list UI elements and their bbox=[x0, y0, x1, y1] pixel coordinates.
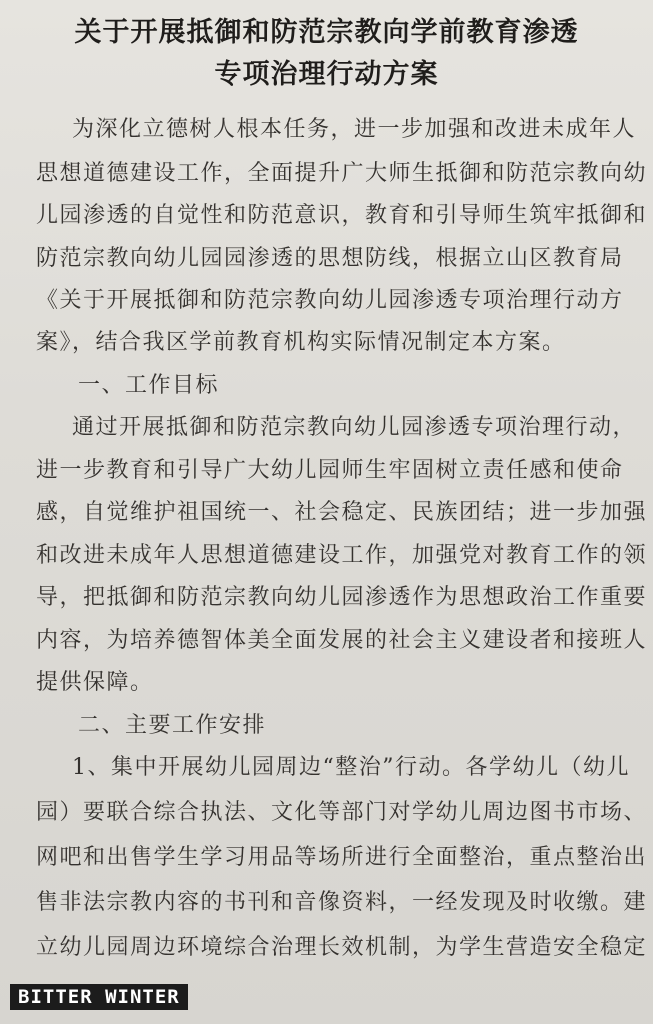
paragraph-line: 网吧和出售学生学习用品等场所进行全面整治，重点整治出 bbox=[36, 845, 648, 870]
paragraph-line: 园）要联合综合执法、文化等部门对学幼儿周边图书市场、 bbox=[36, 800, 648, 825]
paragraph-line: 1、集中开展幼儿园周边“整治”行动。各学幼儿（幼儿 bbox=[72, 755, 630, 780]
paragraph-line: 《关于开展抵御和防范宗教向幼儿园渗透专项治理行动方 bbox=[36, 288, 624, 313]
paragraph-line: 通过开展抵御和防范宗教向幼儿园渗透专项治理行动， bbox=[72, 415, 637, 440]
paragraph-line: 进一步教育和引导广大幼儿园师生牢固树立责任感和使命 bbox=[36, 458, 624, 483]
paragraph-line: 为深化立德树人根本任务，进一步加强和改进未成年人 bbox=[72, 117, 637, 142]
section-heading-goals: 一、工作目标 bbox=[78, 373, 220, 398]
document-title-line-1: 关于开展抵御和防范宗教向学前教育渗透 bbox=[74, 17, 579, 48]
paragraph-line: 案》，结合我区学前教育机构实际情况制定本方案。 bbox=[36, 330, 566, 355]
section-heading-arrangements: 二、主要工作安排 bbox=[78, 713, 267, 738]
paragraph-line: 导，把抵御和防范宗教向幼儿园渗透作为思想政治工作重要 bbox=[36, 585, 648, 610]
document-title-line-2: 专项治理行动方案 bbox=[214, 59, 439, 90]
paragraph-line: 立幼儿园周边环境综合治理长效机制，为学生营造安全稳定 bbox=[36, 935, 648, 960]
paragraph-line: 儿园渗透的自觉性和防范意识，教育和引导师生筑牢抵御和 bbox=[36, 203, 648, 228]
bitter-winter-watermark: BITTER WINTER bbox=[10, 984, 188, 1010]
paragraph-line: 售非法宗教内容的书刊和音像资料，一经发现及时收缴。建 bbox=[36, 890, 648, 915]
paragraph-line: 思想道德建设工作，全面提升广大师生抵御和防范宗教向幼 bbox=[36, 161, 648, 186]
paragraph-line: 提供保障。 bbox=[36, 670, 154, 695]
paragraph-line: 感，自觉维护祖国统一、社会稳定、民族团结；进一步加强 bbox=[36, 500, 648, 525]
paragraph-line: 内容，为培养德智体美全面发展的社会主义建设者和接班人 bbox=[36, 628, 648, 653]
paragraph-line: 防范宗教向幼儿园园渗透的思想防线，根据立山区教育局 bbox=[36, 246, 624, 271]
paragraph-line: 和改进未成年人思想道德建设工作，加强党对教育工作的领 bbox=[36, 543, 648, 568]
